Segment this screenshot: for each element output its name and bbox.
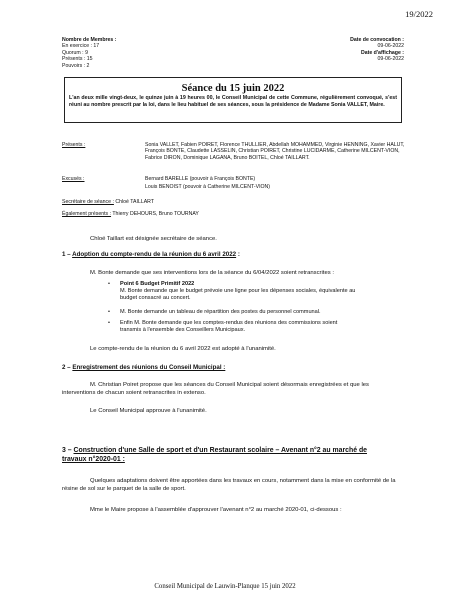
section-2-conclusion: Le Conseil Municipal approuve à l'unanimité.	[90, 408, 207, 414]
members-title: Nombre de Membres :	[62, 37, 117, 43]
section-3-heading	[62, 446, 402, 464]
secretary-name: Chloé TAILLART	[115, 199, 154, 205]
bullet-budget: • Point 6 Budget Primitif 2022 M. Bonte demande que le budget prévoie une ligne pour les dépenses sociales, équivalente au budget consacré au concert.	[120, 281, 360, 302]
section-1-intro: M. Bonte demande que ses interventions lors de la séance du 6/04/2022 soient retranscrites :	[90, 270, 334, 276]
section-2-number: 2 –	[62, 364, 71, 371]
section-1-heading	[62, 251, 240, 258]
section-1-number: 1 –	[62, 251, 71, 258]
members-block	[62, 37, 116, 69]
session-intro: L'an deux mille vingt-deux, le quinze juin à 19 heures 00, le Conseil Municipal de cette Commune, régulièrement convoqué, s'est réuni au nombre prescrit par la loi, dans le lieu habituel de ses séances, sous la présidence de Madame Sonia VALLET, Maire.	[69, 95, 397, 108]
section-3-title-line-2: travaux n°2020-01 :	[62, 456, 125, 463]
session-header-box	[64, 77, 402, 123]
bullet-staff: • M. Bonte demande un tableau de répartition des postes du personnel communal.	[120, 309, 360, 316]
session-title: Séance du 15 juin 2022	[181, 83, 285, 94]
members-present: Présents : 15	[62, 56, 93, 63]
also-present-row	[62, 211, 199, 217]
section-2-heading	[62, 364, 225, 371]
section-3-proposal: Mme le Maire propose à l'assemblée d'approuver l'avenant n°2 au marché 2020-01, ci-dessous :	[90, 507, 342, 513]
also-present-names: Thierry DEHOURS, Bruno TOURNAY	[112, 211, 199, 217]
also-present-label: Également présents :	[62, 211, 112, 217]
page-number: 19/2022	[405, 9, 433, 19]
convocation-date: 09-06-2022	[377, 43, 404, 50]
members-proxies: Pouvoirs : 2	[62, 62, 90, 69]
section-3-text: Quelques adaptations doivent être apportées dans les travaux en cours, notamment dans la mise en conformité de la résine de sol sur le parquet de la salle de sport.	[62, 478, 396, 492]
bullet-budget-title: Point 6 Budget Primitif 2022	[120, 281, 195, 287]
display-date: 09-06-2022	[377, 56, 404, 63]
members-quorum: Quorum : 9	[62, 49, 88, 56]
section-3-number: 3 –	[62, 447, 72, 454]
secretary-label: Secrétaire de séance :	[62, 199, 114, 205]
bullet-minutes: • Enfin M. Bonte demande que les comptes-rendus des réunions des commissions soient transmis à l'ensemble des Conseillers Municipaux.	[120, 320, 360, 334]
bullet-staff-text: M. Bonte demande un tableau de répartition des postes du personnel communal.	[120, 309, 321, 315]
secretary-row	[62, 199, 154, 205]
present-label: Présents :	[62, 142, 86, 148]
display-label: Date d'affichage :	[360, 49, 404, 56]
present-row	[62, 142, 412, 168]
dates-block	[350, 37, 404, 63]
excused-line-2: Louis BENOIST (pouvoir à Catherine MILCENT-VION)	[145, 184, 271, 190]
section-2-title: Enregistrement des réunions du Conseil Municipal :	[72, 364, 226, 371]
bullet-minutes-text: Enfin M. Bonte demande que les comptes-rendus des réunions des commissions soient transmis à l'ensemble des Conseillers Municipaux.	[120, 320, 338, 333]
excused-label: Excusés :	[62, 176, 85, 182]
present-list: Sonia VALLET, Fabien POIRET, Florence THULLIER, Abdellah MOHAMMED, Virginie HENNING, Xavier HALUT, François BONTE, Claudette LASSELIN, Christian POIRET, Christine LUCIDARME, Catherine MILCENT-VION, Fabrice DIRON, Dominique LAGANA, Bruno BOITEL, Chloé TAILLART.	[145, 142, 405, 161]
section-1-conclusion: Le compte-rendu de la réunion du 6 avril 2022 est adopté à l'unanimité.	[90, 346, 276, 352]
bullet-budget-text: M. Bonte demande que le budget prévoie une ligne pour les dépenses sociales, équivalente au budget consacré au concert.	[120, 288, 356, 301]
section-1-title: Adoption du compte-rendu de la réunion du 6 avril 2022	[72, 251, 237, 258]
section-3-title-line-1: Construction d'une Salle de sport et d'un Restaurant scolaire – Avenant n°2 au marché de	[73, 447, 367, 454]
excused-row	[62, 176, 412, 190]
section-2-text: M. Christian Poiret propose que les séances du Conseil Municipal soient désormais enregistrées et que les interventions de chacun soient retranscrites in extenso.	[62, 382, 369, 396]
convocation-label: Date de convocation :	[350, 37, 404, 43]
secretary-designation: Chloé Taillart est désignée secrétaire de séance.	[90, 236, 217, 242]
section-1-colon: :	[236, 251, 240, 258]
members-in-office: En exercice : 17	[62, 43, 100, 50]
excused-line-1: Bernard BARELLE (pouvoir à François BONTE)	[145, 176, 256, 182]
page-footer: Conseil Municipal de Lauwin-Planque 15 juin 2022	[154, 583, 296, 590]
